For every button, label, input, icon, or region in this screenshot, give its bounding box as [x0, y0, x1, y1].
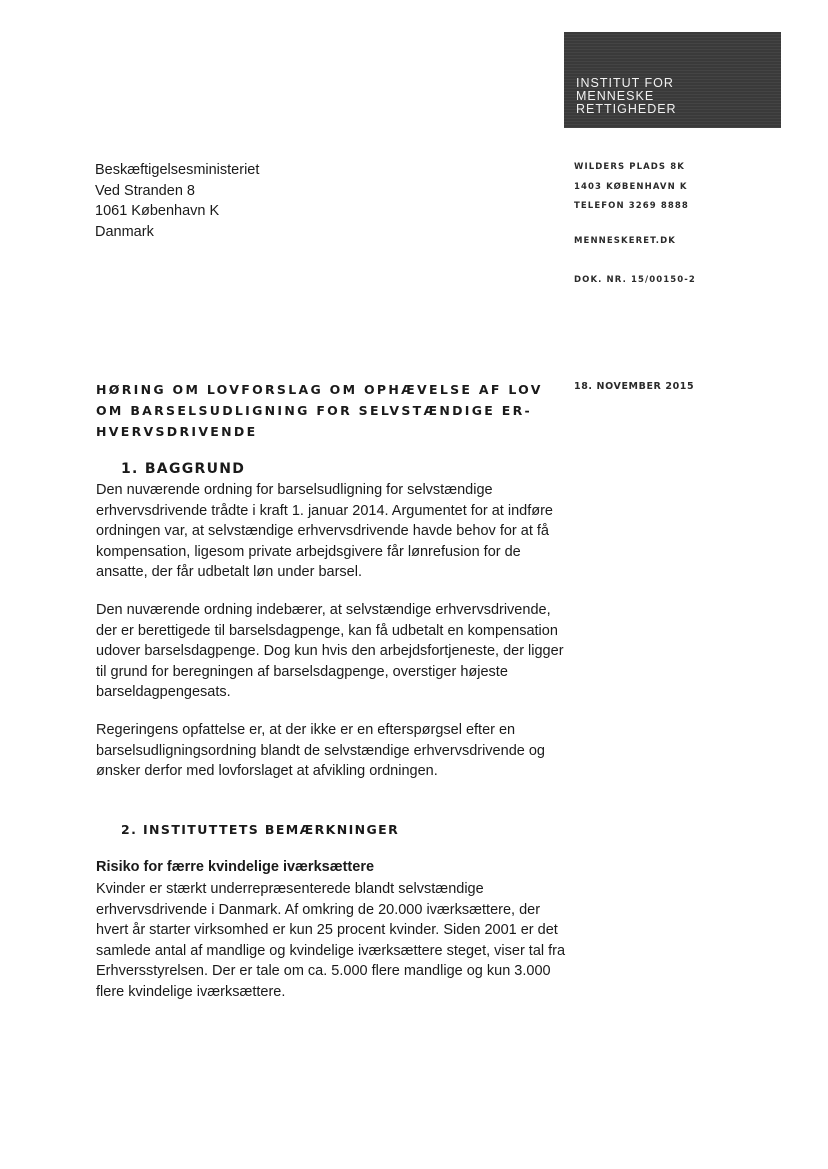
- sender-city: 1403 KØBENHAVN K: [574, 182, 688, 192]
- letter-title: HØRING OM LOVFORSLAG OM OPHÆVELSE AF LOV OM BARSELSUDLIGNING FOR SELVSTÆNDIGE ER-HVERVSDRIVENDE: [96, 382, 543, 439]
- logo-line-2: MENNESKE: [576, 89, 655, 103]
- recipient-name: Beskæftigelsesministeriet: [95, 162, 260, 178]
- section-1-paragraph-1: Den nuværende ordning for barselsudligning for selvstændige erhvervsdrivende trådte i kraft 1. januar 2014. Argumentet for at indføre ordningen var, at selvstændige erhvervsdrivende havde behov for at få kompensation, ligesom private arbejdsgivere får lønrefusion for de ansatte, der får udbetalt løn under barsel.: [96, 482, 553, 580]
- logo-line-3: RETTIGHEDER: [576, 102, 677, 116]
- sender-phone: TELEFON 3269 8888: [574, 201, 689, 211]
- section-1-paragraph-2: Den nuværende ordning indebærer, at selvstændige erhvervsdrivende, der er berettigede til barselsdagpenge, kan få udbetalt en kompensation udover barselsdagpenge. Dog kun hvis den arbejdsfortjeneste, der ligger til grund for beregningen af barselsdagpenge, overstiger højeste barseldagpengesats.: [96, 602, 564, 700]
- recipient-city: 1061 København K: [95, 203, 220, 219]
- recipient-country: Danmark: [95, 223, 154, 240]
- logo-line-1: INSTITUT FOR: [576, 76, 674, 90]
- section-2-paragraph-1: Kvinder er stærkt underrepræsenterede blandt selvstændige erhvervsdrivende i Danmark. Af omkring de 20.000 iværksættere, der hvert år starter virksomhed er kun 25 procent kvinder. Siden 2001 er det samlede antal af mandlige og kvindelige iværksættere steget, viser tal fra Erhversstyrelsen. Der er tale om ca. 5.000 flere mandlige og kun 3.000 flere kvindelige iværksættere.: [96, 881, 566, 1000]
- institute-logo: [564, 32, 781, 128]
- sender-address: WILDERS PLADS 8K: [574, 162, 685, 172]
- section-1-heading: 1. BAGGRUND: [121, 461, 246, 477]
- sender-website: MENNESKERET.DK: [574, 236, 676, 246]
- section-2-heading: 2. INSTITUTTETS BEMÆRKNINGER: [121, 822, 400, 837]
- recipient-street: Ved Stranden 8: [95, 182, 195, 199]
- logo-text: [576, 77, 677, 116]
- section-1-paragraph-3: Regeringens opfattelse er, at der ikke er en efterspørgsel efter en barselsudligningsordning blandt de selvstændige erhvervsdrivende og ønsker derfor med lovforslaget at afvikling ordningen.: [96, 722, 545, 779]
- recipient-address: [95, 160, 259, 242]
- document-number: DOK. NR. 15/00150-2: [574, 275, 696, 285]
- section-2-subheading: Risiko for færre kvindelige iværksættere: [96, 859, 375, 875]
- letter-date: 18. NOVEMBER 2015: [574, 381, 695, 392]
